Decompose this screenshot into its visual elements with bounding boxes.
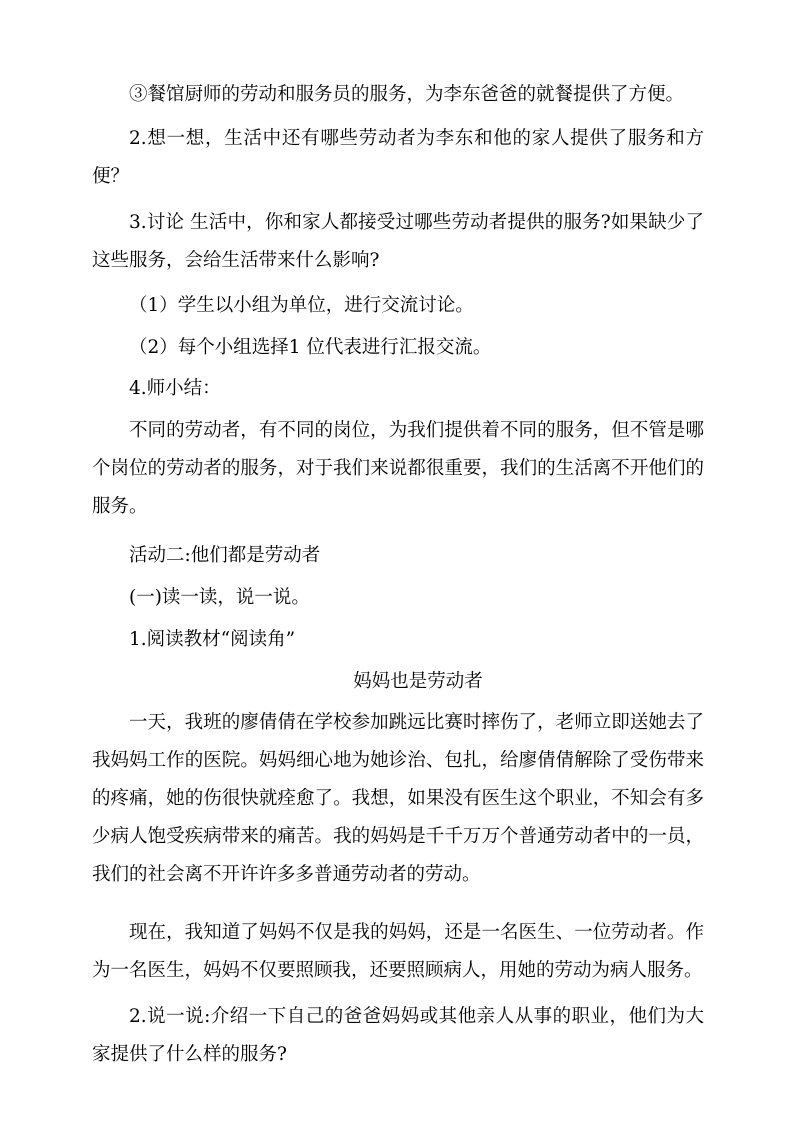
activity-two-heading: 活动二:他们都是劳动者 [129,545,321,566]
paragraph-read-textbook: 1.阅读教材“阅读角” [129,629,296,650]
section-read-say: (一)读一读，说一说。 [129,587,310,608]
paragraph-teacher-summary: 不同的劳动者，有不同的岗位，为我们提供着不同的服务，但不管是哪个岗位的劳动者的服务，对于我们来说都很重要，我们的生活离不开他们的服务。 [92,420,704,517]
paragraph-group-discussion: （1）学生以小组为单位，进行交流讨论。 [129,295,474,316]
paragraph-teacher-summary-heading: 4.师小结： [129,378,221,399]
paragraph-discuss: 3.讨论 生活中，你和家人都接受过哪些劳动者提供的服务?如果缺少了这些服务，会给生活带来什么影响? [92,212,704,271]
reading-paragraph-2: 现在，我知道了妈妈不仅是我的妈妈，还是一名医生、一位劳动者。作为一名医生，妈妈不仅要照顾我，还要照顾病人，用她的劳动为病人服务。 [92,922,704,981]
paragraph-chef-service: ③餐馆厨师的劳动和服务员的服务，为李东爸爸的就餐提供了方便。 [129,84,685,105]
reading-title: 妈妈也是劳动者 [353,671,483,692]
paragraph-say: 2.说一说:介绍一下自己的爸爸妈妈或其他亲人从事的职业，他们为大家提供了什么样的服务? [92,1006,704,1065]
paragraph-group-report: （2）每个小组选择1 位代表进行汇报交流。 [129,337,492,358]
reading-paragraph-1: 一天，我班的廖倩倩在学校参加跳远比赛时摔伤了，老师立即送她去了我妈妈工作的医院。妈妈细心地为她诊治、包扎，给廖倩倩解除了受伤带来的疼痛，她的伤很快就痊愈了。我想，如果没有医生这个职业，不知会有多少病人饱受疾病带来的痛苦。我的妈妈是千千万万个普通劳动者中的一员，我们的社会离不开许许多多普通劳动者的劳动。 [92,712,704,885]
paragraph-think: 2.想一想，生活中还有哪些劳动者为李东和他的家人提供了服务和方便？ [92,128,704,187]
